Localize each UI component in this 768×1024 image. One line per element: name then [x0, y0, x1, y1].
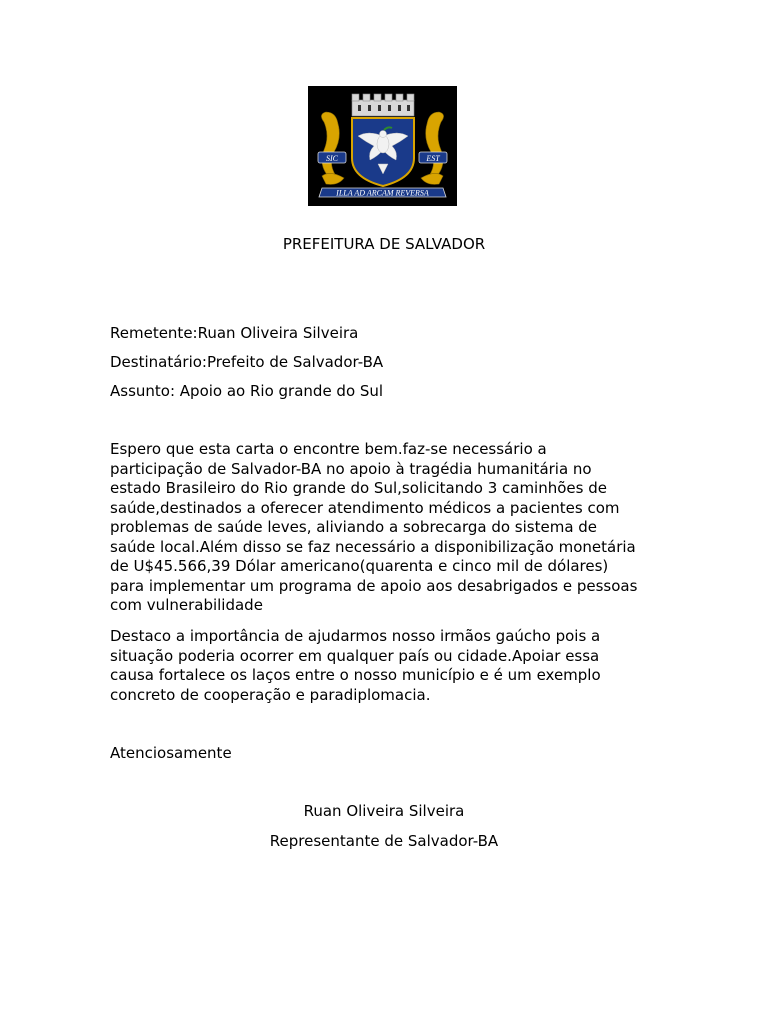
body-line: participação de Salvador-BA no apoio à tragédia humanitária no: [110, 459, 592, 478]
seal-motto-banner: ILLA AD ARCAM REVERSA: [336, 188, 429, 198]
signature-name: Ruan Oliveira Silveira: [303, 802, 465, 820]
body-line: saúde,destinados a oferecer atendimento médicos a pacientes com: [110, 498, 620, 517]
body-line: problemas de saúde leves, aliviando a sobrecarga do sistema de: [110, 518, 598, 536]
body-line: com vulnerabilidade: [110, 596, 263, 614]
city-seal-logo: [308, 86, 457, 206]
body-paragraph-2: [110, 627, 670, 705]
body-line: concreto de cooperação e paradiplomacia.: [110, 685, 431, 704]
body-line: Destaco a importância de ajudarmos nosso irmãos gaúcho pois a: [110, 627, 601, 645]
body-paragraph-1: [110, 440, 670, 616]
seal-motto-left: SIC: [326, 154, 338, 163]
signature-title: Representante de Salvador-BA: [269, 832, 499, 850]
document-heading: PREFEITURA DE SALVADOR: [282, 235, 486, 253]
body-line: causa fortalece os laços entre o nosso município e é um exemplo: [110, 666, 601, 684]
body-line: saúde local.Além disso se faz necessário a disponibilização monetária: [110, 537, 636, 556]
recipient-line: Destinatário:Prefeito de Salvador-BA: [110, 353, 384, 371]
seal-motto-right: EST: [426, 154, 440, 163]
closing-salutation: Atenciosamente: [110, 744, 232, 762]
body-line: para implementar um programa de apoio aos desabrigados e pessoas: [110, 576, 638, 595]
body-line: de U$45.566,39 Dólar americano(quarenta e cinco mil de dólares): [110, 557, 609, 575]
body-line: Espero que esta carta o encontre bem.faz-se necessário a: [110, 440, 547, 458]
body-line: estado Brasileiro do Rio grande do Sul,solicitando 3 caminhões de: [110, 479, 607, 497]
body-line: situação poderia ocorrer em qualquer país ou cidade.Apoiar essa: [110, 646, 600, 665]
sender-line: Remetente:Ruan Oliveira Silveira: [110, 324, 359, 342]
subject-line: Assunto: Apoio ao Rio grande do Sul: [110, 382, 384, 400]
